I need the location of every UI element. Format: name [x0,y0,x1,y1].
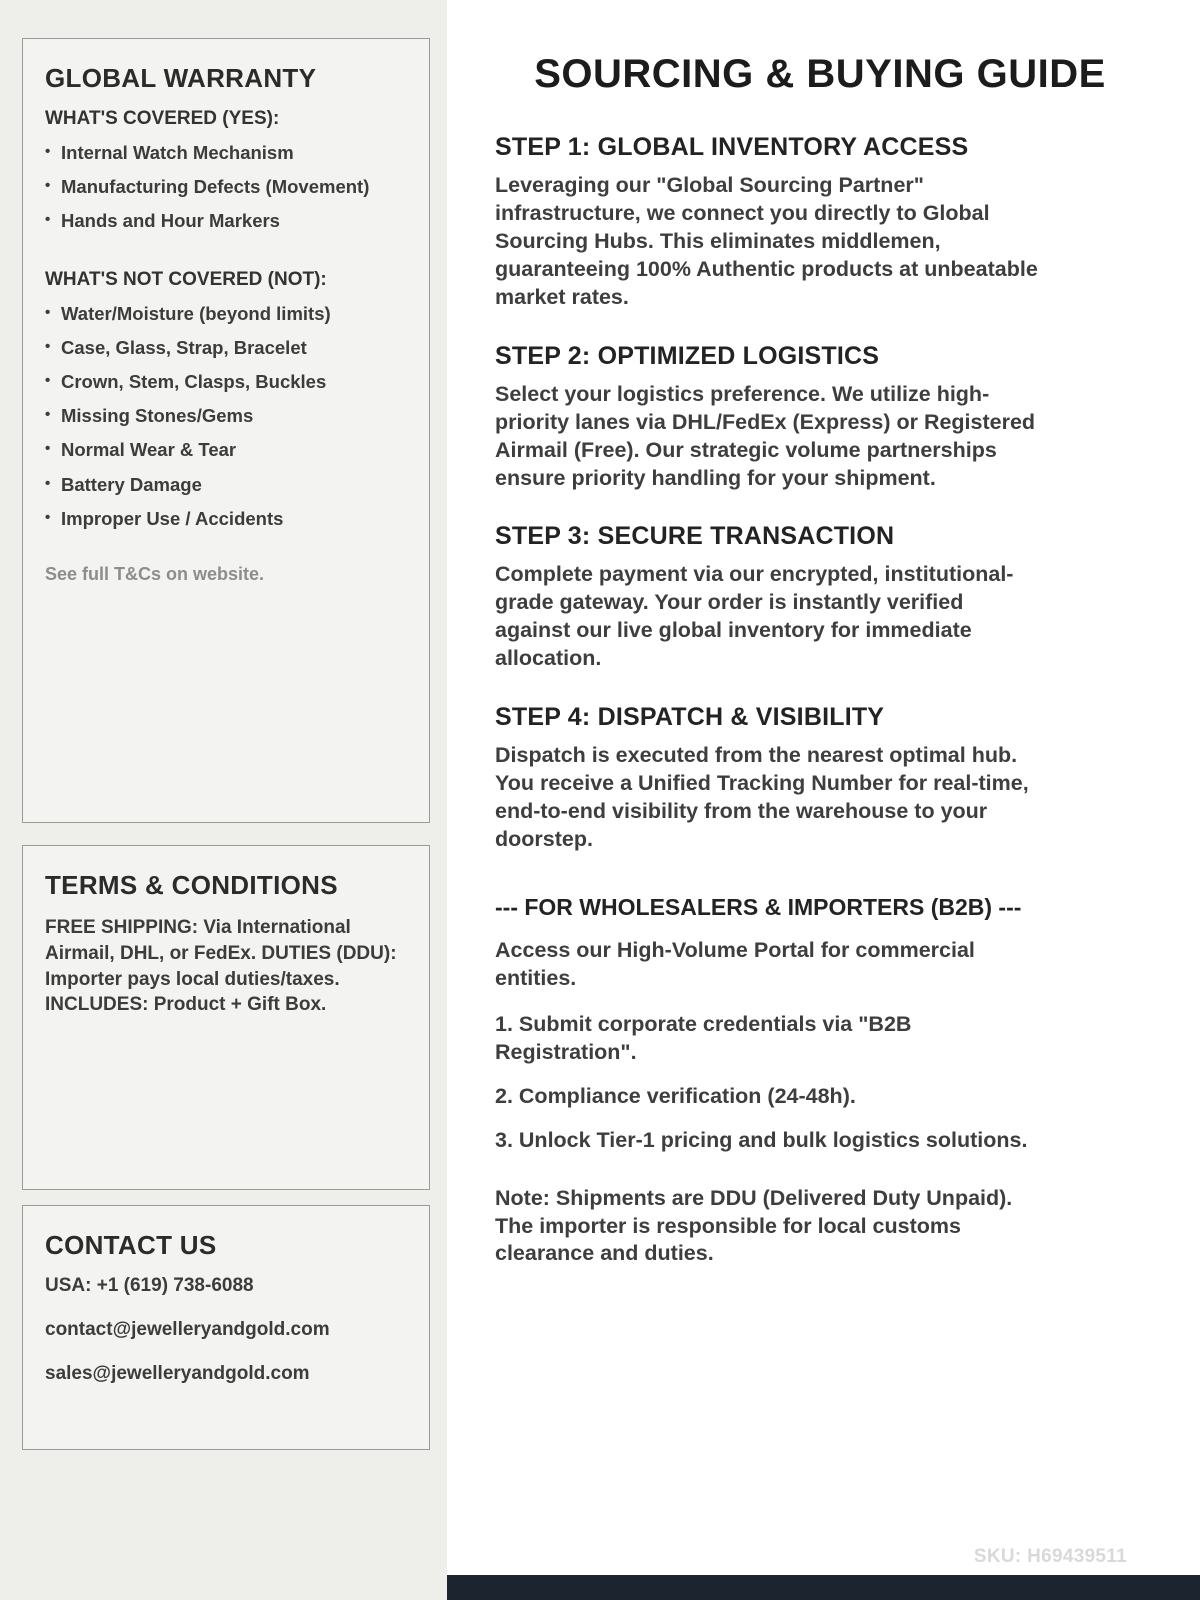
list-item: • Improper Use / Accidents [45,508,407,530]
list-item: • Missing Stones/Gems [45,405,407,427]
step-1-section [495,133,1145,312]
b2b-item-3: 3. Unlock Tier-1 pricing and bulk logistics solutions. [495,1127,1028,1152]
b2b-note: Note: Shipments are DDU (Delivered Duty Unpaid). The importer is responsible for local customs clearance and duties. [495,1185,1013,1266]
contact-title: CONTACT US [45,1230,217,1260]
step-1-heading: STEP 1: GLOBAL INVENTORY ACCESS [495,133,969,161]
warranty-covered-heading: WHAT'S COVERED (YES): [45,108,280,129]
b2b-intro: Access our High-Volume Portal for commercial entities. [495,937,975,990]
list-item: • Internal Watch Mechanism [45,142,407,164]
step-2-section [495,342,1145,493]
list-item: • Water/Moisture (beyond limits) [45,303,407,325]
terms-box [22,845,430,1190]
contact-box [22,1205,430,1450]
terms-body: FREE SHIPPING: Via International Airmail, DHL, or FedEx. DUTIES (DDU): Importer pays local duties/taxes. INCLUDES: Product + Gift Box. [45,917,397,1016]
warranty-box [22,38,430,823]
list-item: • Hands and Hour Markers [45,210,407,232]
step-3-body: Complete payment via our encrypted, institutional-grade gateway. Your order is instantly verified against our live global inventory for immediate allocation. [495,562,1014,671]
main-content [447,0,1200,1600]
step-1-body: Leveraging our "Global Sourcing Partner" infrastructure, we connect you directly to Global Sourcing Hubs. This eliminates middlemen, guaranteeing 100% Authentic products at unbeatable market rates. [495,173,1038,309]
step-3-heading: STEP 3: SECURE TRANSACTION [495,522,895,551]
b2b-heading: --- FOR WHOLESALERS & IMPORTERS (B2B) --- [495,893,1022,920]
list-item: • Crown, Stem, Clasps, Buckles [45,371,407,393]
list-item: • Manufacturing Defects (Movement) [45,176,407,198]
page-title: SOURCING & BUYING GUIDE [534,52,1106,96]
contact-email-sales: sales@jewelleryandgold.com [45,1363,310,1384]
step-4-heading: STEP 4: DISPATCH & VISIBILITY [495,703,885,732]
warranty-title: GLOBAL WARRANTY [45,63,317,93]
contact-email-primary: contact@jewelleryandgold.com [45,1319,330,1340]
list-item: • Normal Wear & Tear [45,439,407,461]
step-2-body: Select your logistics preference. We utilize high-priority lanes via DHL/FedEx (Express) or Registered Airmail (Free). Our strategic volume partnerships ensure priority handling for your shipment. [495,381,1036,490]
terms-title: TERMS & CONDITIONS [45,870,338,900]
warranty-not-covered-list [45,303,407,530]
list-item: • Battery Damage [45,474,407,496]
b2b-section [495,894,1145,1268]
warranty-footnote: See full T&Cs on website. [45,563,265,584]
warranty-not-covered-heading: WHAT'S NOT COVERED (NOT): [45,268,327,290]
step-2-heading: STEP 2: OPTIMIZED LOGISTICS [495,341,880,370]
sidebar [0,0,447,1600]
step-3-section [495,522,1145,673]
bottom-bar [447,1575,1200,1600]
contact-phone: USA: +1 (619) 738-6088 [45,1275,254,1296]
b2b-item-2: 2. Compliance verification (24-48h). [495,1083,856,1108]
warranty-covered-list [45,142,407,233]
list-item: • Case, Glass, Strap, Bracelet [45,337,407,359]
step-4-body: Dispatch is executed from the nearest optimal hub. You receive a Unified Tracking Number for real-time, end-to-end visibility from the warehouse to your doorstep. [495,743,1029,851]
step-4-section [495,703,1145,854]
b2b-item-1: 1. Submit corporate credentials via "B2B Registration". [495,1011,912,1064]
sku-label: SKU: H69439511 [973,1546,1127,1567]
